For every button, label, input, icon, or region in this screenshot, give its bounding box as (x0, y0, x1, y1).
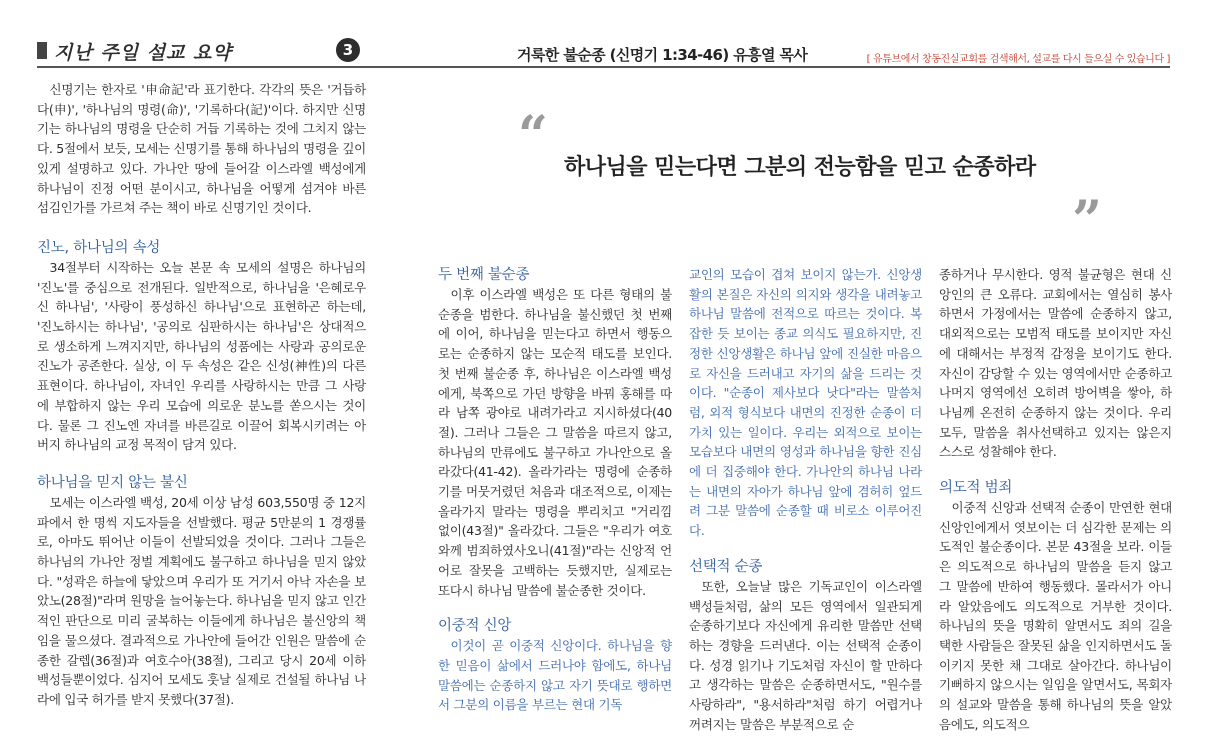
header-bar-marker (37, 42, 47, 59)
heading-unbelief: 하나님을 믿지 않는 불신 (37, 474, 188, 491)
column-1 (37, 80, 366, 710)
paragraph-double-faith: 이것이 곧 이중적 신앙이다. 하나님을 향한 믿음이 삶에서 드러나야 함에도, 하나님 말씀에는 순종하지 않고 자기 뜻대로 행하면서 그분의 이름을 부르는 현대 기독 (438, 638, 672, 713)
column-3 (689, 265, 922, 734)
column-2 (438, 265, 672, 715)
pull-quote (480, 105, 1170, 251)
sermon-title: 거룩한 불순종 (신명기 1:34-46) 유흥열 목사 (517, 46, 808, 64)
paragraph-second-disobedience: 이후 이스라엘 백성은 또 다른 형태의 불순종을 범한다. 하나님을 불신했던 첫 번째에 이어, 하나님을 믿는다고 하면서 행동으로는 순종하지 않는 모순적 태도를 보인다. 첫 번째 불순종 후, 하나님은 이스라엘 백성에게, 북쪽으로 가던 방향을 바꿔 홍해를 따라 남쪽 광야로 내려가라고 지시하셨다(40절). 그러나 그들은 그 말씀을 따르지 않고, 하나님의 만류에도 불구하고 가나안으로 올라갔다(41-42). 올라가라는 명령에 순종하기를 머뭇거렸던 처음과 대조적으로, 이제는 올라가지 말라는 명령을 뿌리치고 "거리낌 없이(43절)" 올라갔다. 그들은 "우리가 여호와께 범죄하였사오니(41절)"라는 신앙적 언어로 잘못을 고백하는 듯했지만, 실제로는 또다시 하나님 말씀에 불순종한 것이다. (438, 287, 672, 598)
page-header (37, 30, 1170, 70)
column-4 (939, 265, 1172, 734)
heading-selective-obedience: 선택적 순종 (689, 558, 763, 575)
pull-quote-text: 하나님을 믿는다면 그분의 전능함을 믿고 순종하라 (564, 154, 1036, 180)
paragraph-selective-obedience: 또한, 오늘날 많은 기독교인이 이스라엘 백성들처럼, 삶의 모든 영역에서 일관되게 순종하기보다 자신에게 유리한 말씀만 선택하는 경향을 드러낸다. 이는 선택적 순종이다. 성경 읽기나 기도처럼 자신이 할 만하다고 생각하는 말씀은 순종하면서도, "원수를 사랑하라", "용서하라"처럼 하기 어렵거나 꺼려지는 말씀은 부분적으로 순 (689, 578, 922, 732)
page-number-badge: 3 (336, 38, 360, 62)
open-quote-icon: “ (518, 105, 548, 166)
section-title: 지난 주일 설교 요약 (54, 42, 232, 64)
paragraph-intentional-sin: 이중적 신앙과 선택적 순종이 만연한 현대 신앙인에게서 엿보이는 더 심각한 문제는 의도적인 불순종이다. 본문 43절을 보라. 이들은 의도적으로 하나님의 말씀을 듣지 않고 그 말씀에 반하여 행동했다. 몰라서가 아니라 알았음에도 의도적으로 거부한 것이다. 하나님의 뜻을 명확히 알면서도 죄의 길을 택한 사람들은 잘못된 삶을 인지하면서도 돌이키지 못한 채 그대로 살아간다. 하나님이 기뻐하지 않으시는 일임을 알면서도, 목회자의 설교와 말씀을 통해 하나님의 뜻을 알았음에도, 의도적으 (939, 500, 1172, 732)
heading-double-faith: 이중적 신앙 (438, 618, 512, 635)
header-divider (37, 66, 1170, 68)
heading-wrath: 진노, 하나님의 속성 (37, 239, 161, 256)
intro-paragraph: 신명기는 한자로 '申命記'라 표기한다. 각각의 뜻은 '거듭하다(申)', '하나님의 명령(命)', '기록하다(記)'이다. 하지만 신명기는 하나님의 명령을 단순히 거듭 기록하는 것에 그치지 않는다. 5절에서 보듯, 모세는 신명기를 통해 하나님의 명령을 깊이 있게 설명하고 있다. 가나안 땅에 들어갈 이스라엘 백성에게 하나님이 진정 어떤 분이시고, 하나님을 어떻게 섬겨야 바른 섬김인가를 가르쳐 주는 책이 바로 신명기인 것이다. (37, 82, 366, 216)
paragraph-inner-faith: 교인의 모습이 겹쳐 보이지 않는가. 신앙생활의 본질은 자신의 의지와 생각을 내려놓고 하나님 말씀에 전적으로 따르는 것이다. 복잡한 듯 보이는 종교 의식도 필요하지만, 진정한 신앙생활은 하나님 앞에 진실한 마음으로 자신을 드러내고 자기의 삶을 드리는 것이다. "순종이 제사보다 낫다"라는 말씀처럼, 외적 형식보다 내면의 진정한 순종이 더 가치 있는 일이다. 우리는 외적으로 보이는 모습보다 내면의 영성과 하나님을 향한 진심에 더 집중해야 한다. 가나안의 하나님 나라는 내면의 자아가 하나님 앞에 겸허히 엎드려 그분 말씀에 순종할 때 비로소 이루어진다. (689, 267, 922, 539)
paragraph-spiritual-imbalance: 종하거나 무시한다. 영적 불균형은 현대 신앙인의 큰 오류다. 교회에서는 열심히 봉사하면서 가정에서는 말씀에 순종하지 않고, 대외적으로는 모범적 태도를 보이지만 자신에 대해서는 부정적 감정을 보이기도 한다. 자신이 감당할 수 있는 영역에서만 순종하고 나머지 영역에선 오히려 방어벽을 쌓아, 하나님께 온전히 순종하지 않는 것이다. 우리 모두, 말씀을 취사선택하고 있지는 않은지 스스로 성찰해야 한다. (939, 267, 1172, 460)
heading-intentional-sin: 의도적 범죄 (939, 480, 1013, 497)
paragraph-wrath: 34절부터 시작하는 오늘 본문 속 모세의 설명은 하나님의 '진노'를 중심으로 전개된다. 일반적으로, 하나님을 '은혜로우신 하나님', '사랑이 풍성하신 하나님'으로 표현하곤 하는데, '진노하시는 하나님', '공의로 심판하시는 하나님'은 상대적으로 생소하게 느껴지지만, 하나님의 성품에는 사랑과 공의로운 진노가 공존한다. 실상, 이 두 속성은 같은 신성(神性)의 다른 표현이다. 하나님이, 자녀인 우리를 사랑하시는 만큼 그 사랑에 부합하지 않는 우리 모습에 의로운 분노를 쏟으시는 것이다. 물론 그 진노엔 자녀를 바른길로 이끌어 회복시키려는 아버지 하나님의 교정 목적이 담겨 있다. (37, 259, 366, 453)
youtube-note: [ 유튜브에서 창동진실교회를 검색해서, 설교를 다시 들으실 수 있습니다 ] (866, 54, 1170, 65)
heading-second-disobedience: 두 번째 불순종 (438, 267, 530, 283)
close-quote-icon: ” (1072, 190, 1102, 251)
paragraph-unbelief: 모세는 이스라엘 백성, 20세 이상 남성 603,550명 중 12지파에서 한 명씩 지도자들을 선발했다. 평균 5만분의 1 경쟁률로, 아마도 뛰어난 이들이 선발되었을 것이다. 그러나 그들은 하나님의 가나안 정벌 계획에도 불구하고 하나님을 믿지 않았다. "성곽은 하늘에 닿았으며 우리가 또 거기서 아낙 자손을 보았노(28절)"라며 원망을 늘어놓는다. 하나님을 믿지 않고 인간적인 판단으로 미리 굴복하는 이들에게 하나님은 불신앙의 책임을 물으셨다. 결과적으로 가나안에 들어간 인원은 말씀에 순종한 갈렙(36절)과 여호수아(38절), 그리고 당시 20세 이하 백성들뿐이었다. 심지어 모세도 훗날 실제로 건설될 하나님 나라에 입국 허가를 받지 못했다(37절). (37, 494, 366, 707)
